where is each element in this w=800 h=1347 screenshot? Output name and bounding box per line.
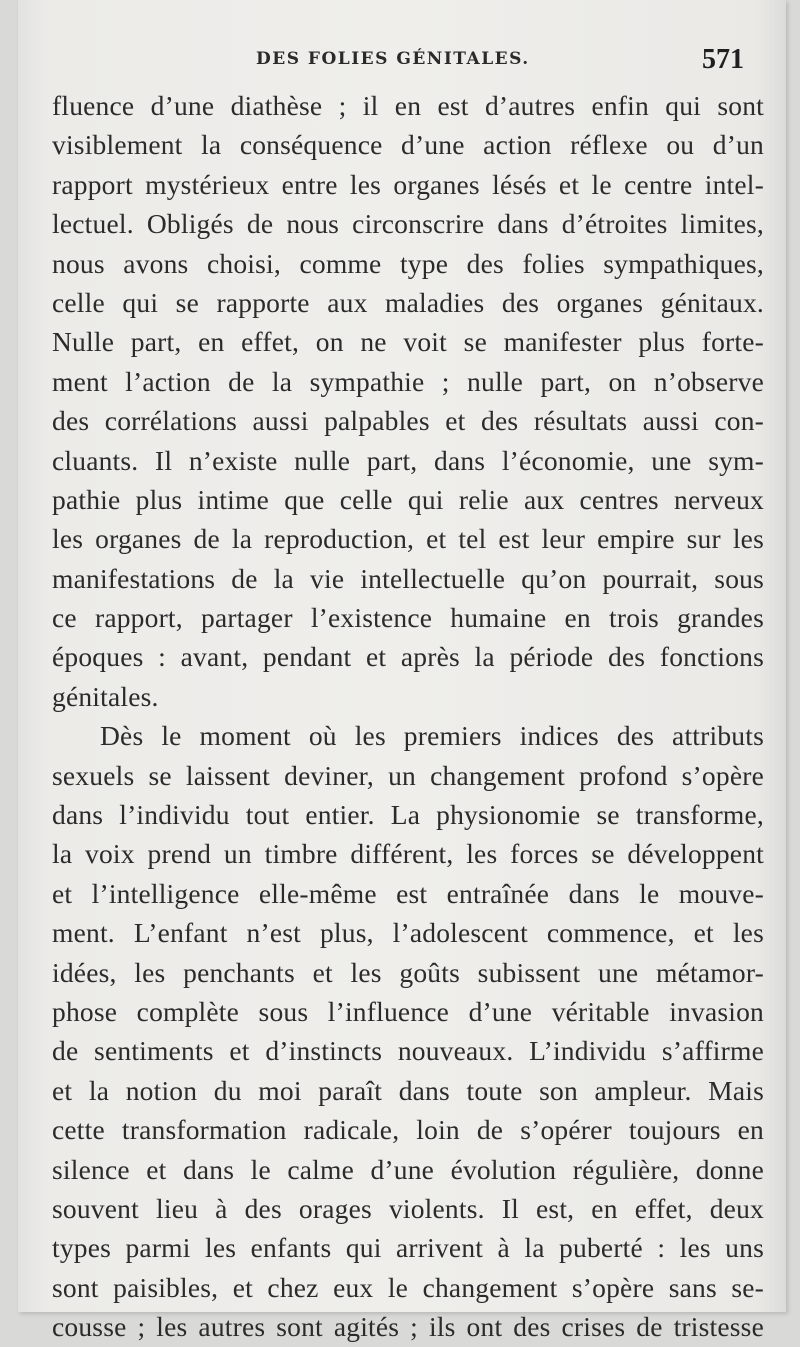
text-line: nous avons choisi, comme type des folies sympathiques, xyxy=(52,247,764,279)
text-line: types parmi les enfants qui arrivent à la puberté : les uns xyxy=(52,1232,764,1264)
text-line: rapport mystérieux entre les organes lésés et le centre intel- xyxy=(52,168,764,200)
page-header xyxy=(18,44,786,76)
text-line: phose complète sous l’influence d’une véritable invasion xyxy=(52,995,764,1027)
paragraph xyxy=(52,716,764,1346)
text-line: dans l’individu tout entier. La physionomie se transforme, xyxy=(52,799,764,831)
book-page xyxy=(18,0,786,1343)
text-line: des corrélations aussi palpables et des résultats aussi con- xyxy=(52,405,764,437)
text-line: souvent lieu à des orages violents. Il est, en effet, deux xyxy=(52,1192,764,1224)
text-line: de sentiments et d’instincts nouveaux. L’individu s’affirme xyxy=(52,1035,764,1067)
paragraph xyxy=(52,86,764,716)
running-head: DES FOLIES GÉNITALES. xyxy=(256,49,530,69)
page-number: 571 xyxy=(702,44,744,75)
text-line: visiblement la conséquence d’une action réflexe ou d’un xyxy=(52,129,764,161)
text-line: pathie plus intime que celle qui relie aux centres nerveux xyxy=(52,483,764,515)
text-line: ment. L’enfant n’est plus, l’adolescent commence, et les xyxy=(52,917,764,949)
text-line: idées, les penchants et les goûts subissent une métamor- xyxy=(52,956,764,988)
text-line: silence et dans le calme d’une évolution régulière, donne xyxy=(52,1153,764,1185)
text-line: les organes de la reproduction, et tel est leur empire sur les xyxy=(52,523,764,555)
text-line: cette transformation radicale, loin de s’opérer toujours en xyxy=(52,1114,764,1146)
body-text xyxy=(52,86,764,1347)
text-line: ce rapport, partager l’existence humaine en trois grandes xyxy=(52,602,764,634)
text-line: cousse ; les autres sont agités ; ils ont des crises de tristesse xyxy=(52,1311,764,1343)
text-line: la voix prend un timbre différent, les forces se développent xyxy=(52,838,764,870)
text-line: ment l’action de la sympathie ; nulle part, on n’observe xyxy=(52,365,764,397)
text-line: génitales. xyxy=(52,680,159,712)
text-line: fluence d’une diathèse ; il en est d’autres enfin qui sont xyxy=(52,90,764,121)
text-line: et la notion du moi paraît dans toute son ampleur. Mais xyxy=(52,1074,764,1106)
text-line: sexuels se laissent deviner, un changement profond s’opère xyxy=(52,759,764,791)
text-line: manifestations de la vie intellectuelle qu’on pourrait, sous xyxy=(52,562,764,594)
text-line: celle qui se rapporte aux maladies des organes génitaux. xyxy=(52,286,764,318)
text-line: sont paisibles, et chez eux le changement s’opère sans se- xyxy=(52,1271,764,1303)
text-line: époques : avant, pendant et après la période des fonctions xyxy=(52,641,764,673)
text-line: Dès le moment où les premiers indices des attributs xyxy=(100,720,764,752)
text-line: lectuel. Obligés de nous circonscrire dans d’étroites limites, xyxy=(52,208,764,240)
text-line: Nulle part, en effet, on ne voit se manifester plus forte- xyxy=(52,326,764,358)
text-line: et l’intelligence elle-même est entraînée dans le mouve- xyxy=(52,877,764,909)
text-line: cluants. Il n’existe nulle part, dans l’économie, une sym- xyxy=(52,444,764,476)
